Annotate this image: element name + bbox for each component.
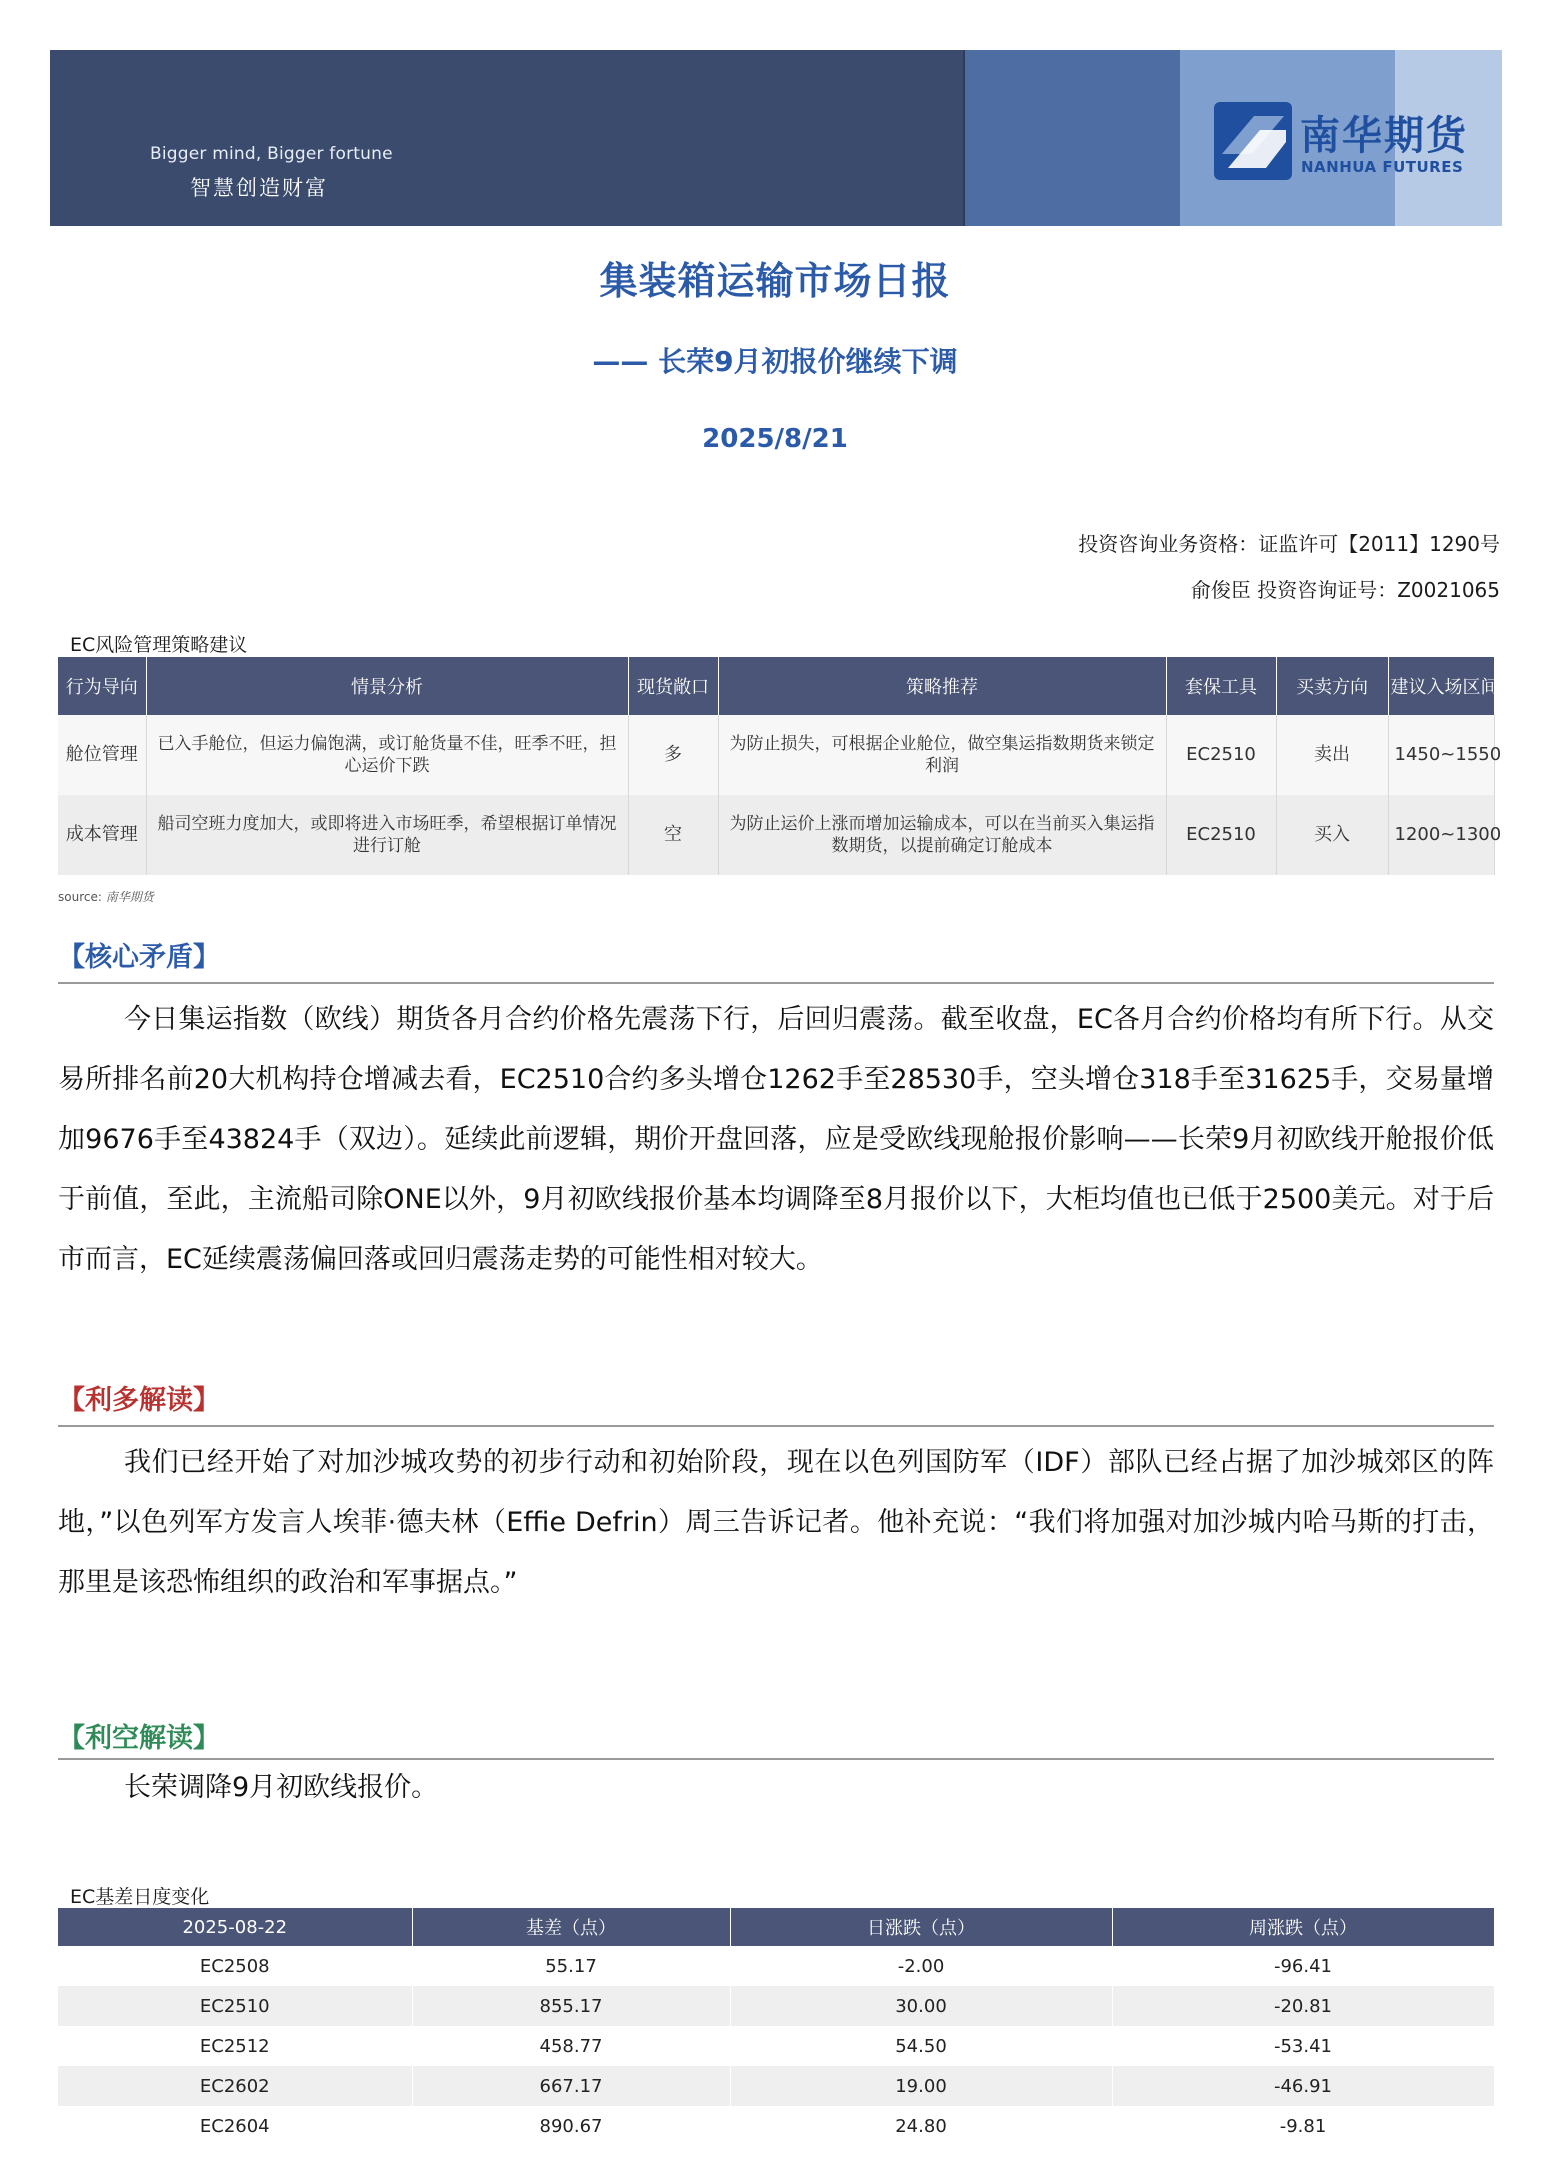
logo-text-english: NANHUA FUTURES <box>1301 158 1464 176</box>
table-cell: 为防止损失，可根据企业舱位，做空集运指数期货来锁定利润 <box>718 715 1166 795</box>
column-header: 套保工具 <box>1166 657 1276 715</box>
table-cell: 24.80 <box>730 2106 1112 2146</box>
table-cell: 667.17 <box>412 2066 730 2106</box>
column-header: 基差（点） <box>412 1908 730 1946</box>
table-cell: -53.41 <box>1112 2026 1494 2066</box>
table-source-note <box>58 888 154 905</box>
header-banner <box>50 50 1502 226</box>
table-cell: 890.67 <box>412 2106 730 2146</box>
banner-panel <box>963 50 1180 226</box>
table-cell: 买入 <box>1276 795 1388 875</box>
strategy-table <box>58 657 1502 875</box>
table-row <box>58 715 1494 795</box>
slogan-chinese: 智慧创造财富 <box>190 176 328 200</box>
table-header-row <box>58 1908 1494 1946</box>
table-row <box>58 1986 1494 2026</box>
table-cell: EC2602 <box>58 2066 412 2106</box>
column-header: 2025-08-22 <box>58 1908 412 1946</box>
table-cell: 30.00 <box>730 1986 1112 2026</box>
section-body-core: 今日集运指数（欧线）期货各月合约价格先震荡下行，后回归震荡。截至收盘，EC各月合约价格均有所下行。从交易所排名前20大机构持仓增减去看，EC2510合约多头增仓1262手至28530手，空头增仓318手至31625手，交易量增加9676手至43824手（双边）。延续此前逻辑，期价开盘回落，应是受欧线现舱报价影响——长荣9月初欧线开舱报价低于前值，至此，主流船司除ONE以外，9月初欧线报价基本均调降至8月报价以下，大柜均值也已低于2500美元。对于后市而言，EC延续震荡偏回落或回归震荡走势的可能性相对较大。 <box>58 1004 1494 1275</box>
table-row <box>58 1946 1494 1986</box>
section-body-bullish: 我们已经开始了对加沙城攻势的初步行动和初始阶段，现在以色列国防军（IDF）部队已经占据了加沙城郊区的阵地，”以色列军方发言人埃菲·德夫林（Effie Defrin）周三告诉记者。他补充说：“我们将加强对加沙城内哈马斯的打击，那里是该恐怖组织的政治和军事据点。” <box>58 1447 1494 1598</box>
column-header: 策略推荐 <box>718 657 1166 715</box>
table-row <box>58 2026 1494 2066</box>
source-label: source: <box>58 890 102 904</box>
table-cell: EC2508 <box>58 1946 412 1986</box>
table-cell: 舱位管理 <box>58 715 146 795</box>
table-cell: -9.81 <box>1112 2106 1494 2146</box>
certification-line: 投资咨询业务资格：证监许可【2011】1290号 <box>1078 532 1500 556</box>
table-cell: 19.00 <box>730 2066 1112 2106</box>
table-cell: 多 <box>628 715 718 795</box>
analyst-line: 俞俊臣 投资咨询证号：Z0021065 <box>1190 578 1500 602</box>
banner-divider <box>963 50 965 226</box>
table-cell: 成本管理 <box>58 795 146 875</box>
report-subtitle: —— 长荣9月初报价继续下调 <box>592 345 958 378</box>
table-cell: EC2510 <box>1166 715 1276 795</box>
table-row <box>58 2106 1494 2146</box>
table-cell: 1200~1300 <box>1388 795 1494 875</box>
basis-table-caption: EC基差日度变化 <box>70 1886 210 1908</box>
section-divider <box>58 1425 1494 1427</box>
table-cell: 458.77 <box>412 2026 730 2066</box>
column-header: 买卖方向 <box>1276 657 1388 715</box>
table-cell: EC2510 <box>58 1986 412 2026</box>
table-cell: 空 <box>628 795 718 875</box>
table-cell: -2.00 <box>730 1946 1112 1986</box>
report-date: 2025/8/21 <box>702 424 848 454</box>
column-header: 日涨跌（点） <box>730 1908 1112 1946</box>
table-cell: 船司空班力度加大，或即将进入市场旺季，希望根据订单情况进行订舱 <box>146 795 628 875</box>
column-header: 周涨跌（点） <box>1112 1908 1494 1946</box>
table-cell: EC2510 <box>1166 795 1276 875</box>
section-divider <box>58 982 1494 984</box>
table-cell: 55.17 <box>412 1946 730 1986</box>
table-cell: 1450~1550 <box>1388 715 1494 795</box>
source-value: 南华期货 <box>105 890 154 904</box>
table-cell: -20.81 <box>1112 1986 1494 2026</box>
table-cell: -96.41 <box>1112 1946 1494 1986</box>
section-heading-bearish: 【利空解读】 <box>58 1723 220 1754</box>
column-header: 行为导向 <box>58 657 146 715</box>
table-cell: EC2512 <box>58 2026 412 2066</box>
table-cell: 已入手舱位，但运力偏饱满，或订舱货量不佳，旺季不旺，担心运价下跌 <box>146 715 628 795</box>
section-body-bearish: 长荣调降9月初欧线报价。 <box>124 1772 439 1803</box>
logo-text-chinese: 南华期货 <box>1300 113 1468 159</box>
slogan-english: Bigger mind, Bigger fortune <box>150 144 393 164</box>
report-title: 集装箱运输市场日报 <box>599 259 951 303</box>
table-cell: 855.17 <box>412 1986 730 2026</box>
column-header: 现货敞口 <box>628 657 718 715</box>
table-header-row <box>58 657 1494 715</box>
table-row <box>58 795 1494 875</box>
column-header: 情景分析 <box>146 657 628 715</box>
table-cell: 54.50 <box>730 2026 1112 2066</box>
table-cell: EC2604 <box>58 2106 412 2146</box>
table-cell: -46.91 <box>1112 2066 1494 2106</box>
table-cell: 为防止运价上涨而增加运输成本，可以在当前买入集运指数期货，以提前确定订舱成本 <box>718 795 1166 875</box>
strategy-table-caption: EC风险管理策略建议 <box>70 634 248 656</box>
table-cell: 卖出 <box>1276 715 1388 795</box>
section-heading-bullish: 【利多解读】 <box>58 1385 220 1416</box>
table-row <box>58 2066 1494 2106</box>
nanhua-logo-icon <box>1214 102 1292 180</box>
section-heading-core: 【核心矛盾】 <box>58 942 220 973</box>
basis-table <box>58 1908 1495 2146</box>
company-logo <box>1214 102 1502 182</box>
column-header: 建议入场区间 <box>1388 657 1494 715</box>
